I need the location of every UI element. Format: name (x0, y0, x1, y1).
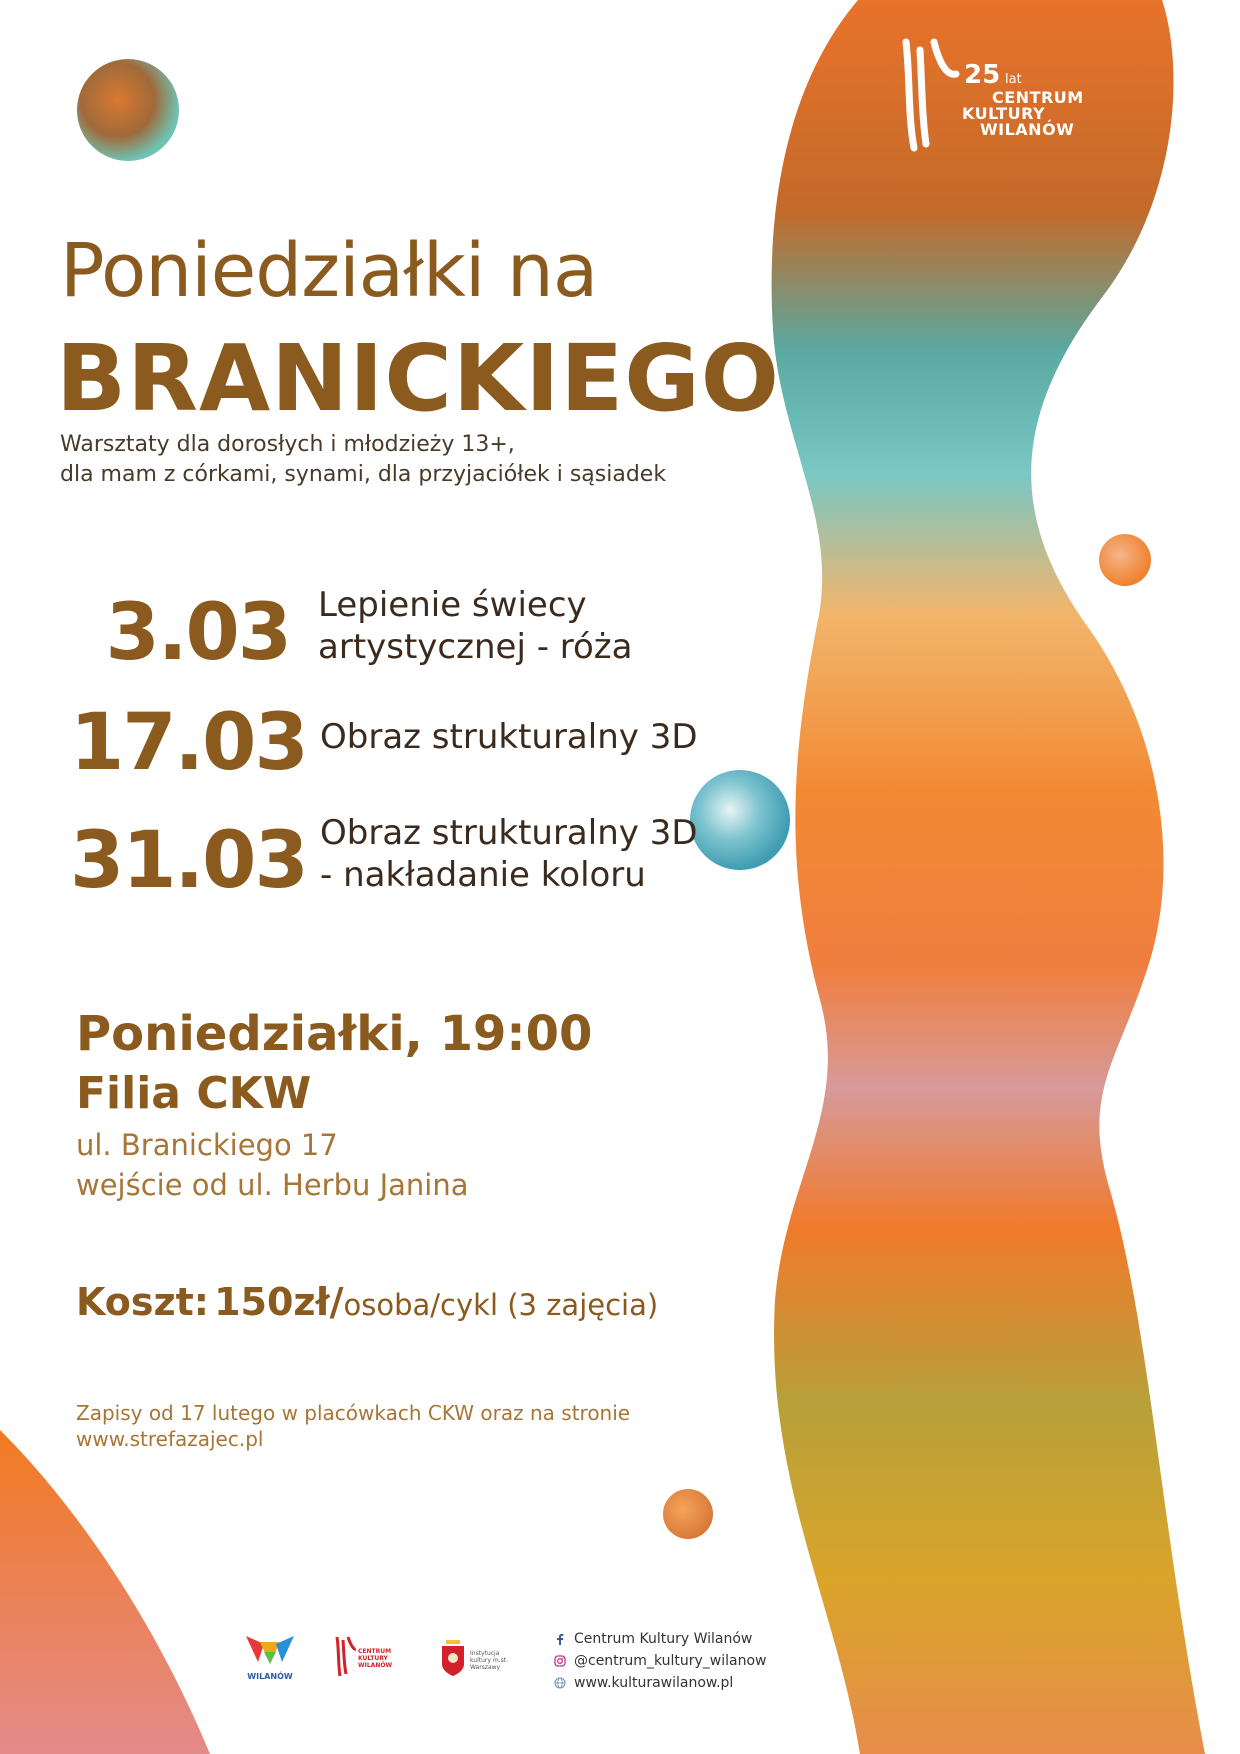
wilanow-logo (242, 1632, 298, 1684)
bottom-left-corner-shape (0, 1430, 210, 1754)
logo-lat: lat (1005, 72, 1022, 87)
cost-unit: osoba/cykl (3 zajęcia) (343, 1288, 659, 1322)
facebook-icon (554, 1633, 566, 1645)
event-3-line1: Obraz strukturalny 3D (320, 813, 698, 853)
event-1 (318, 584, 632, 668)
logo-line2: KULTURY (962, 104, 1046, 123)
cost-amount: 150zł/ (214, 1280, 344, 1324)
ckw-mark-icon (900, 36, 960, 154)
info-place: Filia CKW (76, 1068, 312, 1119)
ckw-footer-logo-text: CENTRUM KULTURY WILANÓW (358, 1648, 393, 1669)
event-1-line1: Lepienie świecy (318, 585, 587, 625)
bubble-teal (690, 770, 790, 870)
ckw-25-logo (900, 36, 1100, 156)
event-3 (320, 812, 698, 896)
date-1: 3.03 (105, 588, 290, 678)
instagram-icon (554, 1655, 566, 1667)
info-day-time: Poniedziałki, 19:00 (76, 1006, 593, 1062)
website-label: www.kulturawilanow.pl (574, 1675, 734, 1691)
logo-line1: CENTRUM (992, 88, 1084, 107)
event-2-line1: Obraz strukturalny 3D (320, 717, 698, 757)
subtitle-line2: dla mam z córkami, synami, dla przyjaciółek i sąsiadek (60, 462, 667, 487)
info-address1: ul. Branickiego 17 (76, 1128, 338, 1162)
warsaw-logo (440, 1636, 520, 1680)
page-title-line2: BRANICKIEGO (56, 325, 780, 432)
cost (76, 1280, 658, 1324)
event-2 (320, 716, 698, 758)
event-3-line2: - nakładanie koloru (320, 855, 646, 895)
info-address2: wejście od ul. Herbu Janina (76, 1168, 469, 1202)
social-links (554, 1628, 766, 1694)
subtitle (60, 430, 666, 490)
date-3: 31.03 (70, 816, 307, 906)
registration-line1: Zapisy od 17 lutego w placówkach CKW oraz na stronie (76, 1401, 631, 1425)
cost-label: Koszt: (76, 1280, 209, 1324)
logo-years: 25 (964, 60, 1001, 90)
warsaw-logo-text: Instytucja kultury m.st. Warszawy (470, 1650, 508, 1671)
event-1-line2: artystycznej - róża (318, 627, 633, 667)
date-2: 17.03 (70, 698, 307, 788)
ckw-footer-mark-icon (334, 1634, 356, 1678)
logo-line3: WILANÓW (980, 120, 1075, 139)
wilanow-logo-text: WILANÓW (247, 1672, 293, 1681)
warsaw-crest-icon (440, 1636, 466, 1676)
subtitle-line1: Warsztaty dla dorosłych i młodzieży 13+, (60, 432, 515, 457)
page-title-line1: Poniedziałki na (60, 228, 598, 314)
bubble-top-left (77, 59, 179, 161)
registration-info (76, 1400, 630, 1452)
facebook-row[interactable] (554, 1628, 766, 1650)
website-row[interactable] (554, 1672, 766, 1694)
bubble-bottom (663, 1489, 713, 1539)
instagram-label: @centrum_kultury_wilanow (574, 1653, 767, 1669)
instagram-row[interactable] (554, 1650, 766, 1672)
registration-link[interactable]: www.strefazajec.pl (76, 1427, 264, 1451)
ckw-footer-logo (334, 1634, 400, 1680)
bubble-right-small (1099, 534, 1151, 586)
facebook-label: Centrum Kultury Wilanów (574, 1631, 753, 1647)
orange-wave-shape (772, 0, 1205, 1754)
globe-icon (554, 1677, 566, 1689)
wilanow-crown-icon (242, 1632, 298, 1668)
